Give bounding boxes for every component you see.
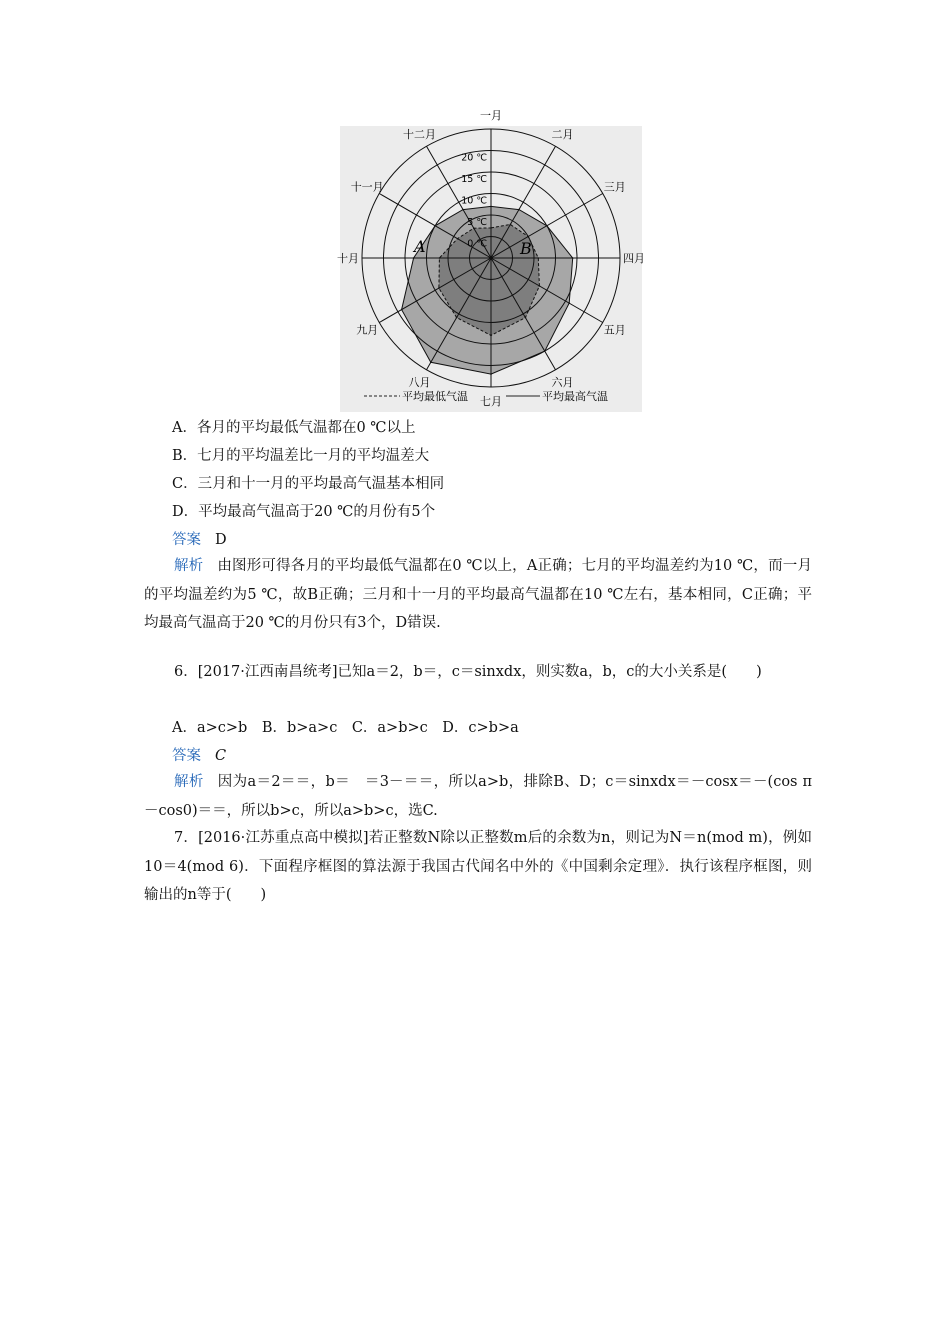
high-point-4 bbox=[568, 302, 570, 304]
month-label-4: 四月 bbox=[623, 252, 645, 265]
low-point-6 bbox=[490, 335, 492, 337]
q6-answer-value: C bbox=[215, 748, 227, 764]
q5-answer bbox=[172, 530, 227, 550]
month-label-2: 二月 bbox=[551, 128, 574, 142]
q6-analysis-label: 解析 bbox=[174, 774, 204, 790]
ring-label-20: 20 ℃ bbox=[461, 152, 487, 164]
temperature-radar-chart bbox=[337, 109, 645, 412]
low-point-0 bbox=[490, 227, 492, 229]
month-label-6: 六月 bbox=[551, 375, 574, 389]
ring-label-5: 5 ℃ bbox=[467, 217, 487, 228]
low-point-2 bbox=[527, 236, 529, 238]
low-point-5 bbox=[525, 317, 527, 319]
ring-label-15: 15 ℃ bbox=[461, 174, 487, 185]
month-label-5: 五月 bbox=[603, 323, 626, 337]
region-b-label: B bbox=[520, 239, 532, 258]
low-point-9 bbox=[439, 257, 441, 259]
month-label-12: 十二月 bbox=[403, 128, 436, 142]
high-point-1 bbox=[518, 209, 520, 211]
low-point-1 bbox=[510, 224, 512, 226]
legend-high-label: 平均最高气温 bbox=[542, 390, 608, 403]
region-a-label: A bbox=[414, 237, 426, 256]
high-point-3 bbox=[572, 257, 574, 259]
q6-options: A．a>c>b B．b>a>c C．a>b>c D．c>b>a bbox=[172, 720, 519, 736]
month-label-10: 十月 bbox=[337, 252, 359, 265]
ring-label-10: 10 ℃ bbox=[461, 195, 487, 207]
low-point-4 bbox=[539, 285, 541, 287]
q5-answer-value: D bbox=[215, 532, 227, 548]
q5-option-b: B．七月的平均温差比一月的平均温差大 bbox=[172, 448, 430, 464]
q6-analysis-text: 因为a＝2＝＝，b＝ ＝3－＝＝，所以a>b，排除B、D；c＝sinxdx＝－cosx＝－(cos π－cos0)＝＝，所以b>c，所以a>b>c，选C. bbox=[144, 774, 813, 819]
q5-option-c: C．三月和十一月的平均最高气温基本相同 bbox=[172, 476, 445, 492]
high-point-2 bbox=[546, 225, 548, 227]
legend-low-label: 平均最低气温 bbox=[402, 390, 468, 403]
q5-analysis bbox=[144, 552, 812, 638]
q5-answer-label: 答案 bbox=[172, 532, 201, 548]
month-label-9: 九月 bbox=[356, 323, 379, 337]
high-point-11 bbox=[462, 209, 464, 211]
month-label-8: 八月 bbox=[408, 375, 431, 389]
q5-option-a: A．各月的平均最低气温都在0 ℃以上 bbox=[172, 420, 416, 436]
month-label-7: 七月 bbox=[480, 395, 502, 408]
ring-label-0: 0 ℃ bbox=[467, 238, 487, 250]
q6-answer bbox=[172, 746, 226, 766]
high-point-8 bbox=[401, 309, 403, 311]
q5-analysis-label: 解析 bbox=[174, 558, 204, 574]
low-point-3 bbox=[538, 257, 540, 259]
high-point-9 bbox=[413, 257, 415, 259]
q6-stem: 6．[2017·江西南昌统考]已知a＝2，b＝，c＝sinxdx，则实数a，b，c的大小关系是( ) bbox=[174, 664, 762, 680]
high-point-6 bbox=[490, 373, 492, 375]
low-point-7 bbox=[456, 317, 458, 319]
month-label-3: 三月 bbox=[603, 180, 626, 194]
month-label-1: 一月 bbox=[480, 109, 502, 122]
q6-answer-label: 答案 bbox=[172, 748, 201, 764]
month-label-11: 十一月 bbox=[350, 180, 384, 194]
q6-analysis bbox=[144, 768, 812, 825]
high-point-10 bbox=[434, 225, 436, 227]
high-point-5 bbox=[544, 350, 546, 352]
q7-stem: 7．[2016·江苏重点高中模拟]若正整数N除以正整数m后的余数为n，则记为N＝n(mod m)，例如10＝4(mod 6)．下面程序框图的算法源于我国古代闻名中外的《中国剩余定理》．执行该程序框图，则输出的n等于( ) bbox=[144, 830, 812, 903]
high-point-0 bbox=[490, 206, 492, 208]
q5-analysis-text: 由图形可得各月的平均最低气温都在0 ℃以上，A正确；七月的平均温差约为10 ℃，而一月的平均温差约为5 ℃，故B正确；三月和十一月的平均最高气温都在10 ℃左右，基本相同，C正确；平均最高气温高于20 ℃的月份只有3个，D错误. bbox=[144, 558, 812, 631]
radar-figure bbox=[337, 109, 645, 412]
q5-option-d: D．平均最高气温高于20 ℃的月份有5个 bbox=[172, 504, 436, 520]
high-point-7 bbox=[430, 361, 432, 363]
low-point-8 bbox=[438, 287, 440, 289]
low-point-10 bbox=[457, 238, 459, 240]
